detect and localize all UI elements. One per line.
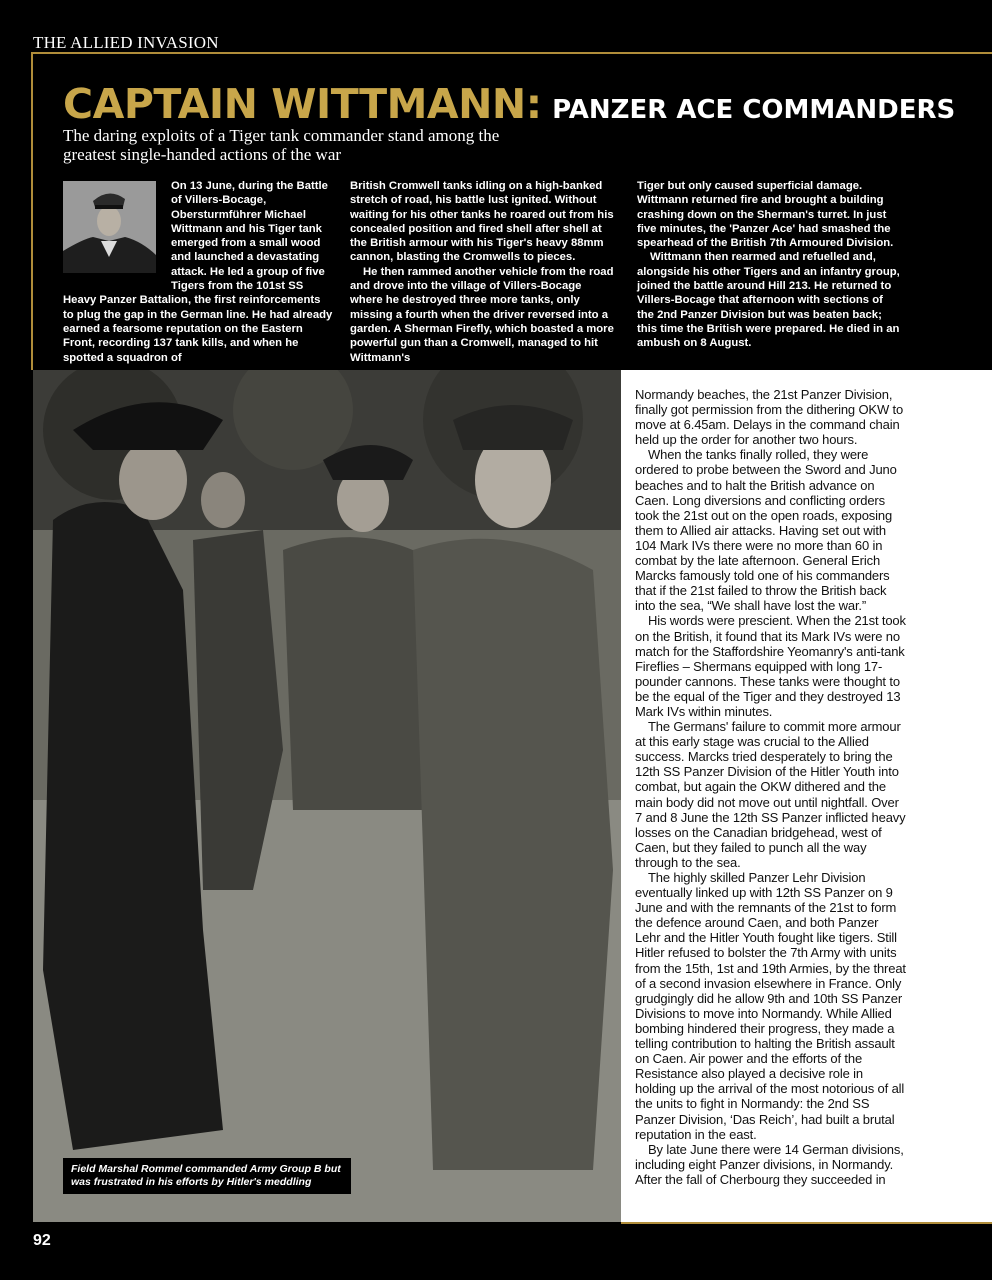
- sidebar-col3-p2: Wittmann then rearmed and refuelled and, alongside his other Tigers and an infantry group, joined the battle around Hill 213. He returned to Villers-Bocage that afternoon with sections of the 2nd Panzer Division but was beaten back; this time the British were prepared. He died in an ambush on 8 August.: [637, 251, 900, 350]
- body-paragraph: The Germans' failure to commit more armour at this early stage was crucial to the Allied success. Marcks tried desperately to bring the 12th SS Panzer Division of the Hitler Youth into combat, but again the OKW dithered and the main body did not move out until nightfall. Over 7 and 8 June the 12th SS Panzer inflicted heavy losses on the Canadian bridgehead, west of Caen, but they failed to punch all the way through to the sea.: [635, 719, 906, 870]
- body-paragraph: When the tanks finally rolled, they were ordered to probe between the Sword and Juno beaches and to halt the British advance on Caen. Long diversions and conflicting orders took the 21st out on the open roads, exposing them to Allied air attacks. Having set out with 104 Mark IVs there were no more than 60 in combat by the late afternoon. General Erich Marcks famously told one of his commanders that if the 21st failed to throw the British back into the sea, “We shall have lost the war.”: [635, 447, 897, 614]
- sidebar-col3-p1: Tiger but only caused superficial damage. Wittmann returned fire and brought a building crashing down on the Sherman's turret. In just five minutes, the 'Panzer Ace' had smashed the spearhead of the British 7th Armoured Division.: [637, 180, 894, 250]
- photo-caption: Field Marshal Rommel commanded Army Group B but was frustrated in his efforts by Hitler's meddling: [63, 1158, 351, 1194]
- running-head: THE ALLIED INVASION: [33, 33, 219, 52]
- headline: [63, 80, 955, 128]
- body-paragraph: The highly skilled Panzer Lehr Division eventually linked up with 12th SS Panzer on 9 June and with the remnants of the 21st to form the defence around Caen, and both Panzer Lehr and the Hitler Youth fought like tigers. Still Hitler refused to bolster the 7th Army with units from the 15th, 1st and 19th Armies, by the threat of a second invasion elsewhere in France. Only grudgingly did he allow 9th and 10th SS Panzer Divisions to move into Normandy. While Allied bombing hindered their progress, they made a telling contribution to halting the British assault on Caen. Air power and the efforts of the Resistance also played a decisive role in holding up the arrival of the most notorious of all the units to fight in Normandy: the 2nd SS Panzer Division, ‘Das Reich’, had built a brutal reputation in the east.: [635, 870, 906, 1142]
- sidebar-col-3: [637, 179, 901, 351]
- headline-main: CAPTAIN WITTMANN:: [63, 80, 542, 128]
- body-text: [635, 387, 907, 1187]
- sidebar-col1-text: On 13 June, during the Battle of Villers-Bocage, Obersturmführer Michael Wittmann and his Tiger tank emerged from a small wood and launched a devastating attack. He led a group of five Tigers from the 101st SS Heavy Panzer Battalion, the first reinforcements to plug the gap in the German line. He had already earned a fearsome reputation on the Eastern Front, recording 137 tank kills, and when he spotted a squadron of: [63, 180, 333, 364]
- sidebar-col-2: [350, 179, 614, 365]
- standfirst: The daring exploits of a Tiger tank commander stand among the greatest single-handed actions of the war: [63, 126, 500, 164]
- gold-rule-top: [33, 52, 992, 54]
- sidebar-col-1: [63, 179, 333, 365]
- sidebar-col2-p1: British Cromwell tanks idling on a high-banked stretch of road, his battle lust ignited. Without waiting for his other tanks he roared out from his concealed position and fired shell after shell at the British armour with his Tiger's heavy 88mm cannon, blasting the Cromwells to pieces.: [350, 180, 614, 264]
- headline-sub: PANZER ACE COMMANDERS: [552, 95, 956, 125]
- sidebar-col2-p2: He then rammed another vehicle from the road and drove into the village of Villers-Bocage where he destroyed three more tanks, only missing a fourth when the driver reversed into a garden. A Sherman Firefly, which boasted a more powerful gun than a Cromwell, managed to hit Wittmann's: [350, 265, 614, 364]
- body-paragraph: Normandy beaches, the 21st Panzer Division, finally got permission from the dithering OKW to move at 6.45am. Delays in the command chain held up the order for another two hours.: [635, 387, 904, 448]
- page-number: 92: [33, 1232, 51, 1249]
- body-paragraph: By late June there were 14 German divisions, including eight Panzer divisions, in Normandy. After the fall of Cherbourg they succeeded in: [635, 1141, 904, 1187]
- gold-rule-left: [31, 52, 33, 370]
- rommel-photo: [33, 370, 621, 1222]
- body-paragraph: His words were prescient. When the 21st took on the British, it found that its Mark IVs were no match for the Staffordshire Yeomanry's anti-tank Fireflies – Shermans equipped with long 17-pounder cannons. These tanks were thought to be the equal of the Tiger and they destroyed 13 Mark IVs within minutes.: [635, 613, 906, 719]
- gold-rule-bottom: [621, 1222, 992, 1224]
